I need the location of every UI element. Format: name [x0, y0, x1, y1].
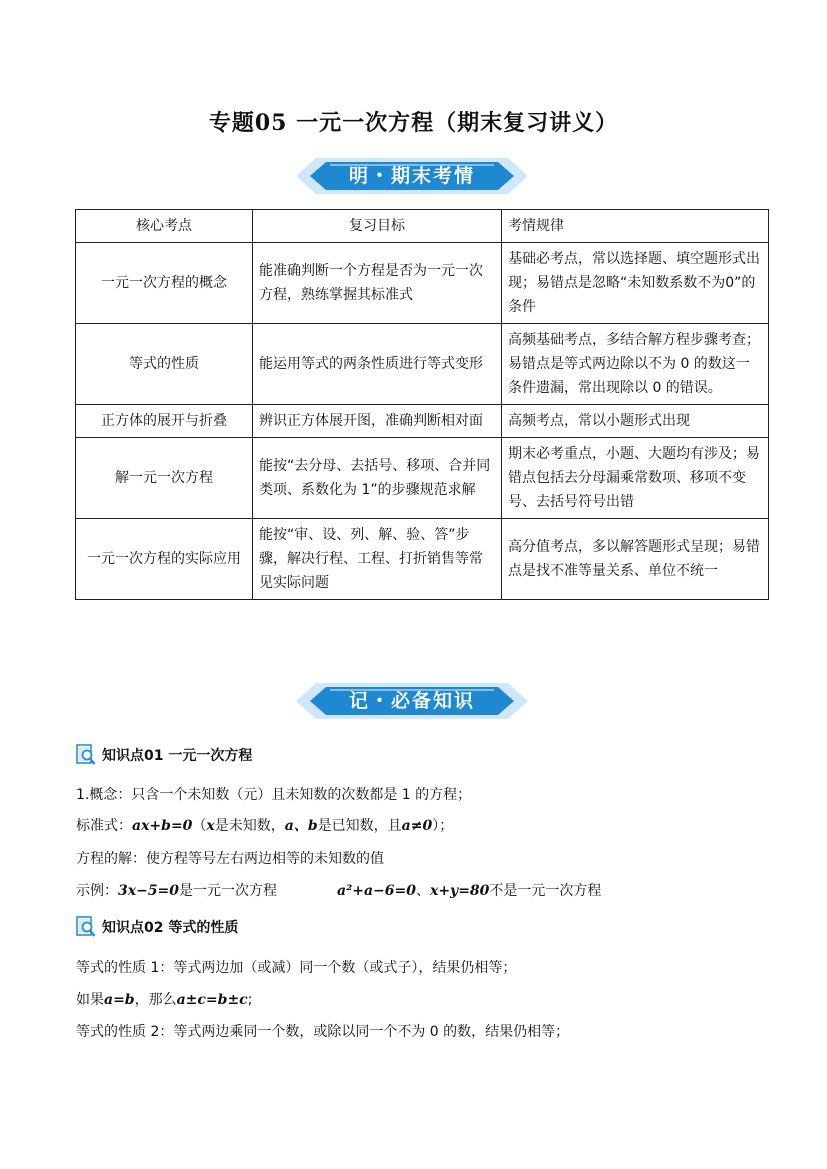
formula: ax+b=0	[132, 818, 193, 834]
knowledge-point-1-heading	[76, 744, 252, 766]
cell-pattern: 高分值考点，多以解答题形式呈现；易错点是找不准等量关系、单位不统一	[502, 519, 769, 600]
formula: 3x−5=0	[118, 883, 180, 899]
kp2-property2-line: 等式的性质 2：等式两边乘同一个数，或除以同一个不为 0 的数，结果仍相等；	[76, 1024, 570, 1040]
formula: x	[206, 818, 215, 834]
table-row	[76, 438, 769, 519]
knowledge-point-title: 知识点01 一元一次方程	[102, 748, 253, 764]
cell-pattern: 高频基础考点，多结合解方程步骤考查；易错点是等式两边除以不为 0 的数这一条件遗漏，常出现除以 0 的错误。	[502, 324, 769, 405]
formula: x+y=80	[429, 883, 490, 899]
cell-goal: 能运用等式的两条性质进行等式变形	[253, 324, 502, 405]
cell-pattern: 基础必考点，常以选择题、填空题形式出现；易错点是忽略“未知数系数不为0”的条件	[502, 243, 769, 324]
header-goal: 复习目标	[253, 210, 502, 243]
knowledge-point-title: 知识点02 等式的性质	[102, 920, 239, 936]
section-banner-knowledge	[296, 680, 528, 722]
page-title: 专题05 一元一次方程（期末复习讲义）	[208, 110, 619, 136]
kp1-example-line: 示例：3x−5=0是一元一次方程 a²+a−6=0、x+y=80不是一元一次方程	[76, 883, 602, 899]
exam-table	[75, 209, 769, 600]
formula: a=b	[104, 992, 135, 1008]
table-header-row	[76, 210, 769, 243]
cell-topic: 一元一次方程的实际应用	[76, 519, 253, 600]
magnifier-book-icon	[76, 916, 96, 938]
kp2-property1-line: 等式的性质 1：等式两边加（或减）同一个数（或式子），结果仍相等；	[76, 960, 517, 976]
cell-topic: 等式的性质	[76, 324, 253, 405]
knowledge-point-2-heading	[76, 916, 238, 938]
magnifier-book-icon	[76, 744, 96, 766]
banner-label: 记・必备知识	[348, 690, 475, 712]
cell-goal: 辨识正方体展开图，准确判断相对面	[253, 405, 502, 438]
header-topic: 核心考点	[76, 210, 253, 243]
banner-label: 明・期末考情	[348, 165, 475, 187]
cell-topic: 一元一次方程的概念	[76, 243, 253, 324]
formula: a≠0	[401, 818, 433, 834]
table-row	[76, 243, 769, 324]
formula: a±c=b±c	[176, 992, 248, 1008]
kp1-solution-line: 方程的解：使方程等号左右两边相等的未知数的值	[76, 851, 384, 867]
cell-pattern: 期末必考重点，小题、大题均有涉及；易错点包括去分母漏乘常数项、移项不变号、去括号符号出错	[502, 438, 769, 519]
table-row	[76, 324, 769, 405]
kp1-standard-form-line: 标准式：ax+b=0（x是未知数，a、b是已知数，且a≠0）；	[76, 818, 454, 834]
cell-topic: 正方体的展开与折叠	[76, 405, 253, 438]
cell-goal: 能准确判断一个方程是否为一元一次方程，熟练掌握其标准式	[253, 243, 502, 324]
section-banner-exam	[296, 155, 528, 197]
cell-pattern: 高频考点，常以小题形式出现	[502, 405, 769, 438]
header-pattern: 考情规律	[502, 210, 769, 243]
kp1-concept-line: 1.概念：只含一个未知数（元）且未知数的次数都是 1 的方程；	[76, 787, 472, 803]
table-row	[76, 519, 769, 600]
cell-topic: 解一元一次方程	[76, 438, 253, 519]
formula: a²+a−6=0	[337, 883, 416, 899]
cell-goal: 能按“审、设、列、解、验、答”步骤，解决行程、工程、打折销售等常见实际问题	[253, 519, 502, 600]
table-row	[76, 405, 769, 438]
formula: a、b	[284, 818, 318, 834]
kp2-example-line: 如果a=b，那么a±c=b±c;	[76, 992, 253, 1008]
cell-goal: 能按“去分母、去括号、移项、合并同类项、系数化为 1”的步骤规范求解	[253, 438, 502, 519]
